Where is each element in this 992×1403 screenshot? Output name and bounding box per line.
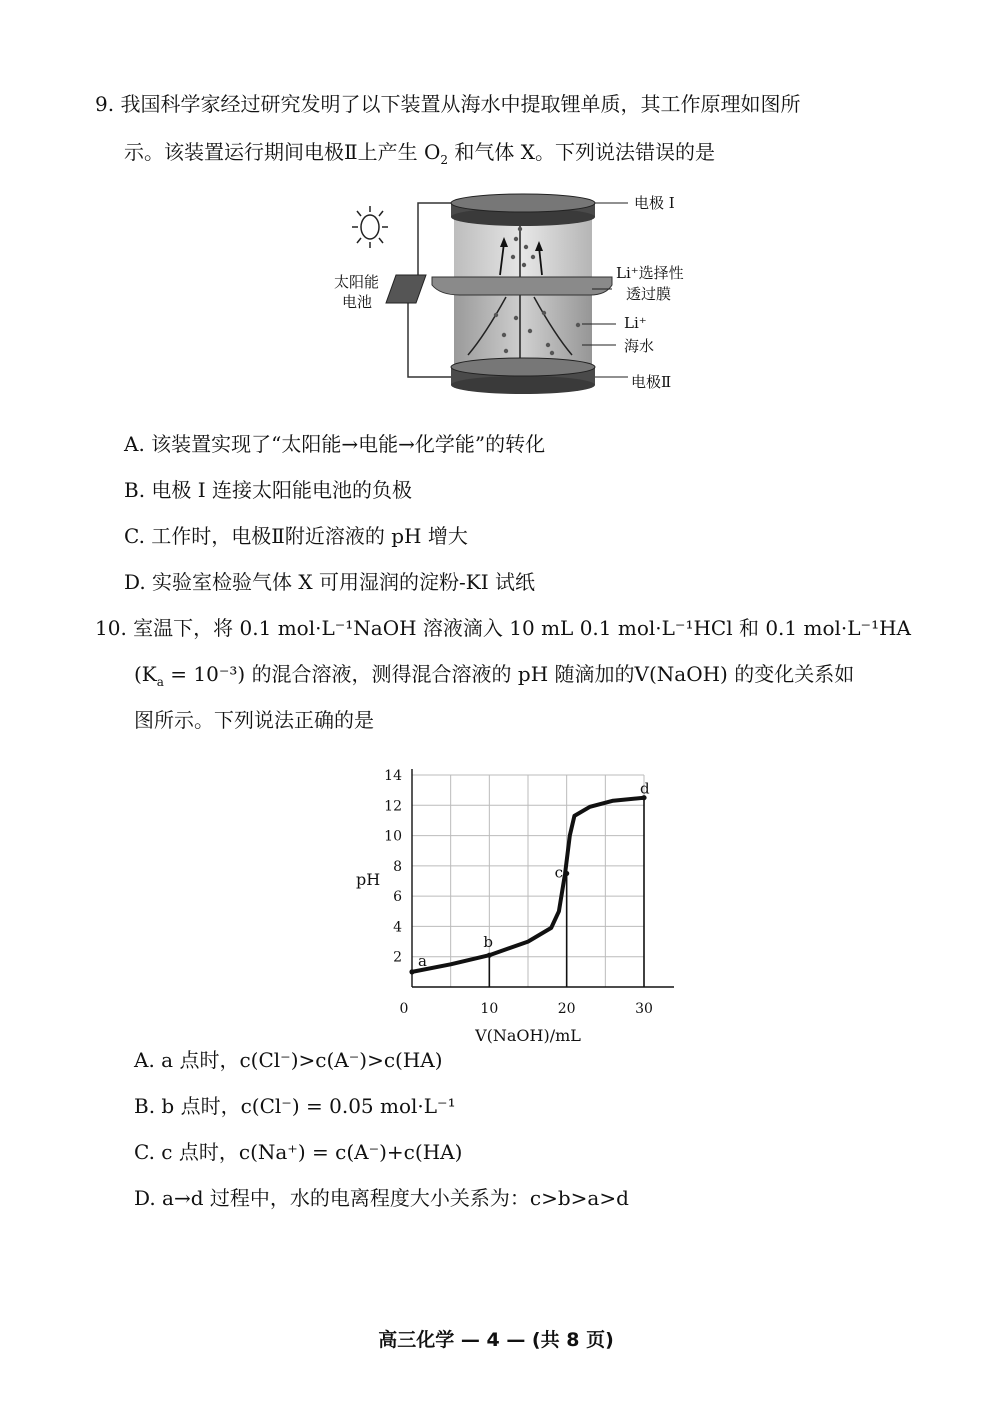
y-tick-label: 14 — [384, 768, 402, 784]
point-label-d: d — [640, 779, 650, 798]
q10-stem-text2b: = 10⁻³) 的混合溶液，测得混合溶液的 pH 随滴加的V(NaOH) 的变化关系如 — [163, 662, 855, 686]
q9-option-a: A. 该装置实现了“太阳能→电能→化学能”的转化 — [124, 432, 546, 456]
membrane-shape — [432, 277, 612, 295]
q9-stem-text2b: 和气体 X。下列说法错误的是 — [448, 140, 715, 164]
electrode-1 — [451, 194, 595, 226]
q10-stem-text2a: (K — [134, 662, 157, 686]
electrode2-label: 电极Ⅱ — [631, 373, 672, 391]
q10-ka-subscript: a — [156, 675, 164, 689]
y-tick-label: 2 — [393, 949, 402, 966]
q10-option-d: D. a→d 过程中，水的电离程度大小关系为：c>b>a>d — [134, 1186, 629, 1210]
q10-option-c: C. c 点时，c(Na⁺) = c(A⁻)+c(HA) — [134, 1140, 463, 1164]
ph-chart-svg — [340, 765, 700, 1045]
y-tick-label: 8 — [393, 858, 402, 875]
q9-option-d: D. 实验室检验气体 X 可用湿润的淀粉-KI 试纸 — [124, 570, 535, 594]
q9-stem-line1 — [95, 90, 800, 118]
q9-stem-text2a: 示。该装置运行期间电极Ⅱ上产生 O — [124, 140, 441, 164]
q10-stem-line3: 图所示。下列说法正确的是 — [134, 708, 374, 732]
q9-o2-subscript: 2 — [440, 153, 448, 167]
li-ion-label: Li⁺ — [624, 314, 647, 332]
q10-stem-text1: 室温下，将 0.1 mol·L⁻¹NaOH 溶液滴入 10 mL 0.1 mol·L⁻¹HCl 和 0.1 mol·L⁻¹HA — [133, 616, 911, 640]
x-tick-label: 30 — [635, 1001, 653, 1017]
electrode-2 — [451, 358, 595, 394]
membrane-label-1: Li⁺选择性 — [616, 264, 684, 282]
ph-chart — [340, 765, 700, 1045]
point-a — [409, 969, 414, 974]
y-tick-label: 4 — [393, 919, 402, 936]
solar-label-2: 电池 — [342, 293, 373, 311]
y-tick-label: 6 — [393, 889, 402, 906]
solar-panel-icon — [386, 275, 426, 303]
sun-icon — [352, 206, 388, 248]
membrane-label-2: 透过膜 — [626, 285, 672, 303]
point-c — [564, 871, 569, 876]
q10-stem-line1 — [95, 614, 911, 642]
q10-option-a: A. a 点时，c(Cl⁻)>c(A⁻)>c(HA) — [134, 1048, 443, 1072]
q9-stem-line2 — [124, 138, 715, 166]
point-b — [487, 953, 492, 958]
point-label-a: a — [418, 951, 427, 970]
x-axis-label: V(NaOH)/mL — [475, 1026, 581, 1045]
electrode1-label: 电极 I — [634, 194, 675, 212]
point-label-b: b — [483, 933, 493, 952]
x-tick-label: 0 — [399, 1001, 409, 1017]
x-tick-label: 20 — [557, 1001, 576, 1017]
q9-option-b: B. 电极 I 连接太阳能电池的负极 — [124, 478, 413, 502]
point-label-c: c — [554, 863, 564, 882]
q10-option-b: B. b 点时，c(Cl⁻) = 0.05 mol·L⁻¹ — [134, 1094, 456, 1118]
q9-option-c: C. 工作时，电极Ⅱ附近溶液的 pH 增大 — [124, 524, 468, 548]
y-tick-label: 12 — [384, 798, 402, 815]
q9-number: 9. — [95, 92, 115, 116]
q10-number: 10. — [95, 616, 127, 640]
y-tick-label: 10 — [384, 828, 402, 845]
x-tick-label: 10 — [480, 1001, 499, 1017]
solar-label-1: 太阳能 — [334, 273, 380, 291]
q10-stem-line2 — [134, 660, 854, 688]
y-axis-label: pH — [356, 870, 381, 889]
q9-stem-text1: 我国科学家经过研究发明了以下装置从海水中提取锂单质，其工作原理如图所 — [120, 92, 801, 116]
seawater-label: 海水 — [624, 337, 655, 355]
q9-diagram — [320, 185, 700, 410]
page-footer: 高三化学 — 4 — (共 8 页) — [378, 1329, 614, 1351]
